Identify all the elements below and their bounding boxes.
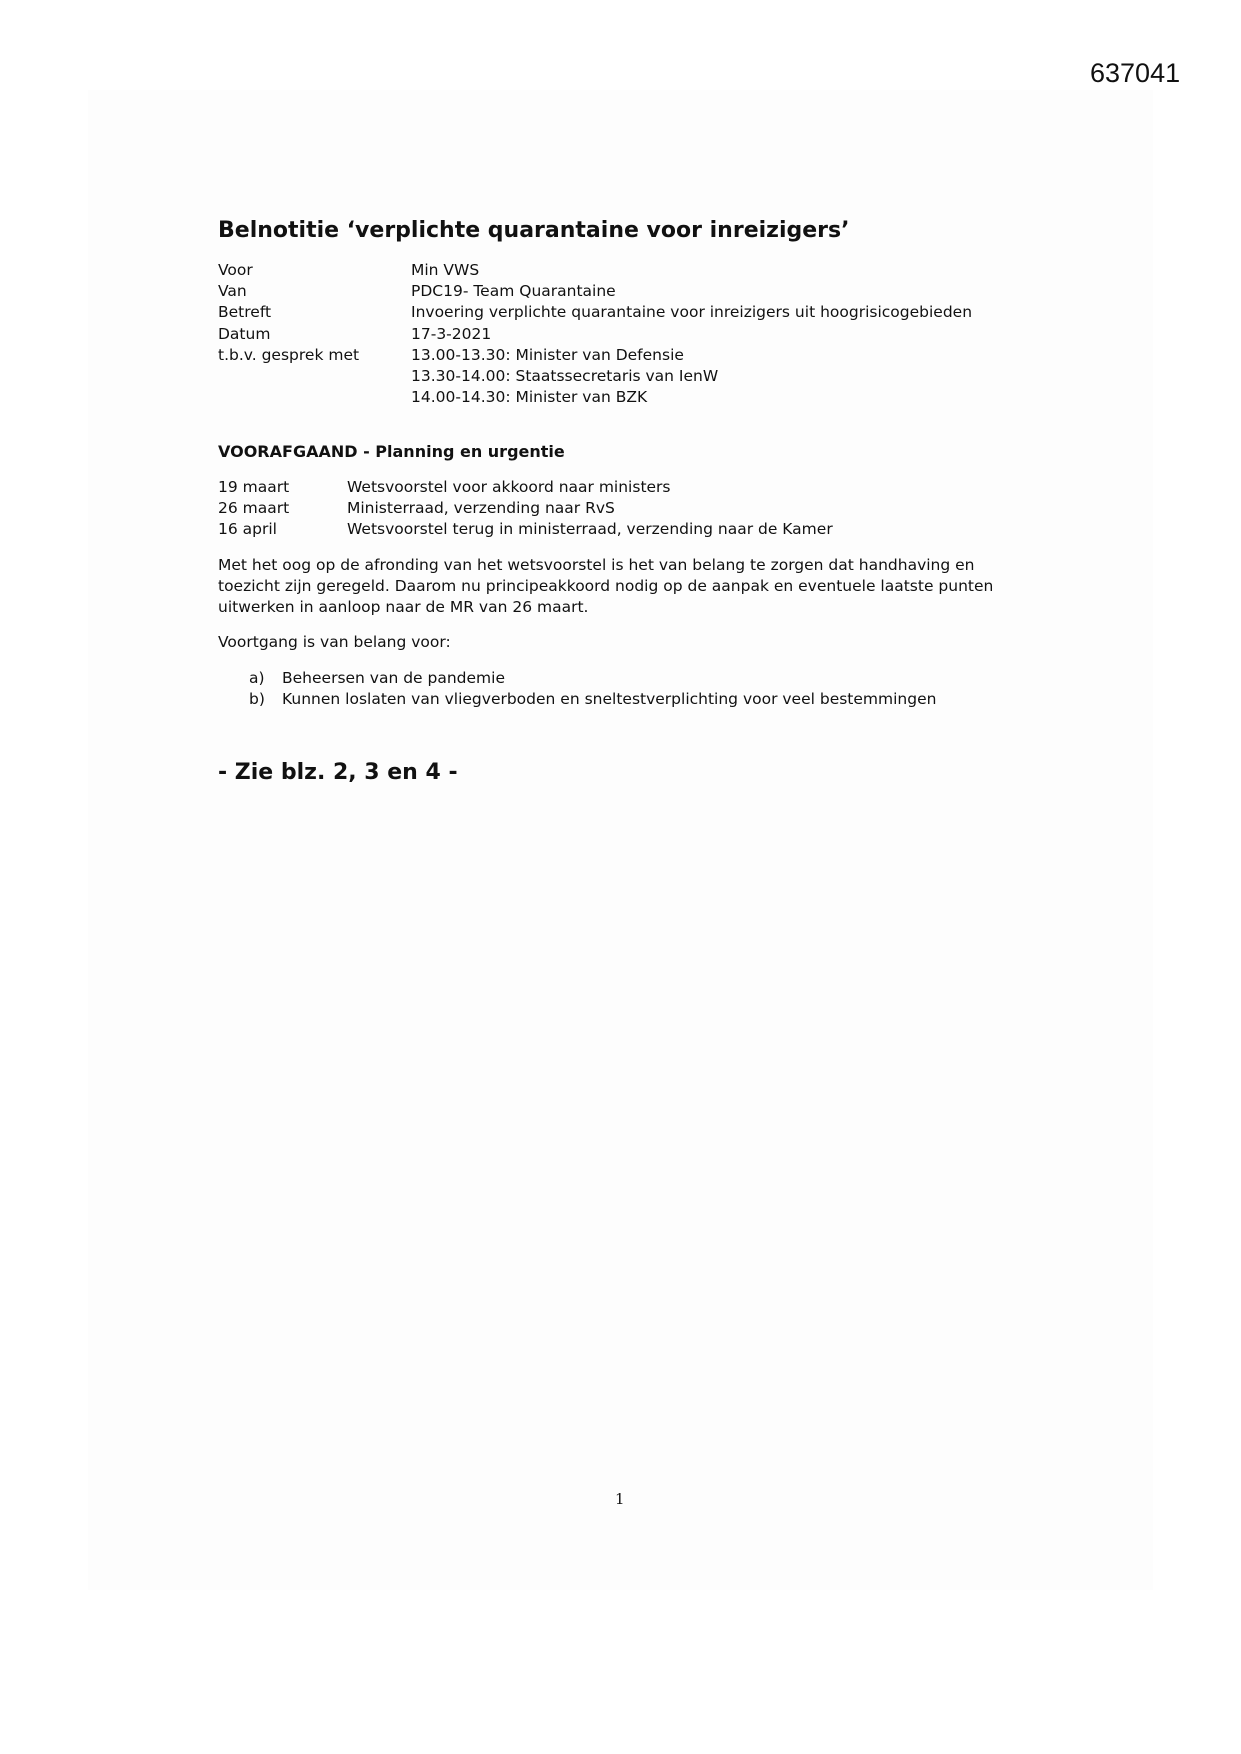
paragraph-rationale: Met het oog op de afronding van het wetsvoorstel is het van belang te zorgen dat handhaving en toezicht zijn geregeld. Daarom nu principeakkoord nodig op de aanpak en eventuele laatste punten uitwerken in aanloop naar de MR van 26 maart. xyxy=(218,556,994,617)
planning-item: Wetsvoorstel terug in ministerraad, verzending naar de Kamer xyxy=(347,520,833,539)
page-number: 1 xyxy=(615,1490,625,1508)
meta-value: PDC19- Team Quarantaine xyxy=(411,282,616,301)
meta-value: Min VWS xyxy=(411,261,480,279)
meta-label: Betreft xyxy=(218,303,272,322)
section-heading: VOORAFGAAND - Planning en urgentie xyxy=(218,442,565,461)
meta-row-betreft xyxy=(218,302,972,323)
planning-table xyxy=(218,477,833,541)
planning-date: 26 maart xyxy=(218,499,290,518)
meta-label xyxy=(218,366,411,387)
planning-row xyxy=(218,519,833,540)
meta-row-van xyxy=(218,281,972,302)
list-marker: a) xyxy=(249,669,265,687)
planning-item: Ministerraad, verzending naar RvS xyxy=(347,499,615,518)
list-item xyxy=(249,689,936,710)
list-text: Kunnen loslaten van vliegverboden en sneltestverplichting voor veel bestemmingen xyxy=(282,690,937,709)
planning-date: 16 april xyxy=(218,520,277,539)
meta-row-gesprek-2 xyxy=(218,366,972,387)
document-id: 637041 xyxy=(1090,58,1181,88)
meta-row-gesprek-3 xyxy=(218,387,972,408)
importance-list xyxy=(249,668,936,710)
meta-value: 13.30-14.00: Staatssecretaris van IenW xyxy=(411,367,719,386)
meta-row-datum xyxy=(218,324,972,345)
meta-label: Voor xyxy=(218,261,253,279)
see-pages-note: - Zie blz. 2, 3 en 4 - xyxy=(218,760,458,785)
meta-row-voor xyxy=(218,260,972,281)
meta-value: 14.00-14.30: Minister van BZK xyxy=(411,388,648,407)
meta-label xyxy=(218,387,411,408)
meta-label: Van xyxy=(218,282,247,301)
meta-row-gesprek xyxy=(218,345,972,366)
meta-label: t.b.v. gesprek met xyxy=(218,345,360,364)
planning-row xyxy=(218,477,833,498)
document-title: Belnotitie ‘verplichte quarantaine voor inreizigers’ xyxy=(218,218,850,243)
meta-value: 17-3-2021 xyxy=(411,324,492,343)
planning-row xyxy=(218,498,833,519)
list-item xyxy=(249,668,936,689)
memo-header-block xyxy=(218,260,972,408)
meta-value: 13.00-13.30: Minister van Defensie xyxy=(411,345,684,364)
meta-label: Datum xyxy=(218,324,271,343)
list-text: Beheersen van de pandemie xyxy=(282,669,506,687)
list-marker: b) xyxy=(249,690,265,709)
planning-item: Wetsvoorstel voor akkoord naar ministers xyxy=(347,478,671,496)
meta-value: Invoering verplichte quarantaine voor inreizigers uit hoogrisicogebieden xyxy=(411,303,973,322)
paragraph-progress-intro: Voortgang is van belang voor: xyxy=(218,633,451,651)
planning-date: 19 maart xyxy=(218,478,290,496)
